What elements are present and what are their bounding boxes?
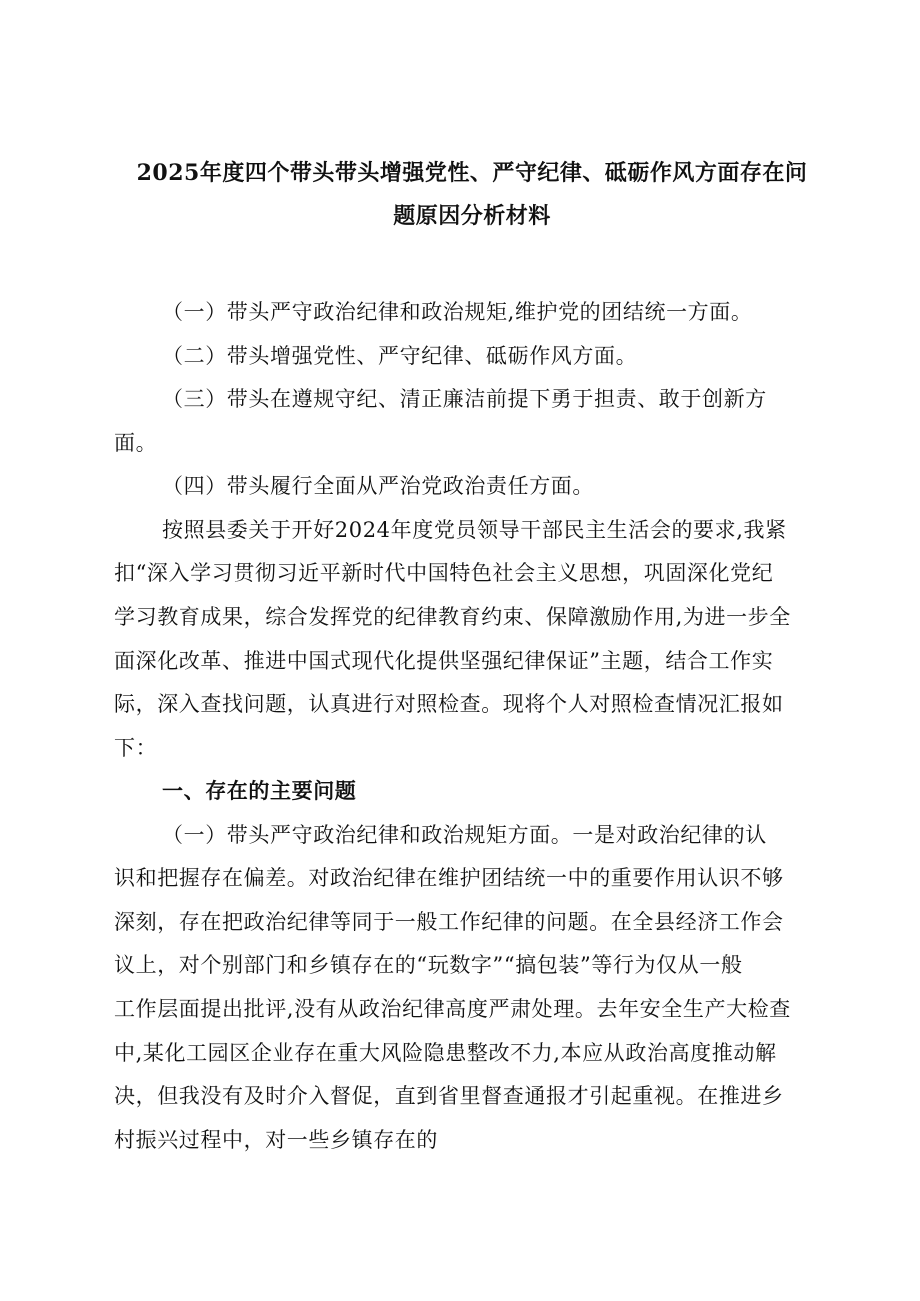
- document-title-line-1: 2025年度四个带头带头增强党性、严守纪律、砥砺作风方面存在问: [136, 160, 808, 186]
- item-2-party-spirit: （二）带头增强党性、严守纪律、砥砺作风方面。: [162, 344, 638, 368]
- problem-paragraph-line-8: 村振兴过程中，对一些乡镇存在的: [114, 1128, 438, 1152]
- item-1-politics-discipline: （一）带头严守政治纪律和政治规矩,维护党的团结统一方面。: [162, 300, 753, 324]
- intro-paragraph-line-2: 扣“深入学习贯彻习近平新时代中国特色社会主义思想，巩固深化党纪: [114, 561, 774, 585]
- intro-paragraph-line-3: 学习教育成果，综合发挥党的纪律教育约束、保障激励作用,为进一步全: [114, 605, 791, 629]
- problem-paragraph-line-1: （一）带头严守政治纪律和政治规矩方面。一是对政治纪律的认: [162, 823, 767, 847]
- intro-paragraph-line-5: 际，深入查找问题，认真进行对照检查。现将个人对照检查情况汇报如: [114, 692, 784, 716]
- problem-paragraph-line-7: 决，但我没有及时介入督促，直到省里督查通报才引起重视。在推进乡: [114, 1084, 784, 1108]
- intro-paragraph-line-4: 面深化改革、推进中国式现代化提供坚强纪律保证”主题，结合工作实: [114, 649, 774, 673]
- intro-paragraph-line-6: 下：: [114, 736, 158, 760]
- problem-paragraph-line-5: 工作层面提出批评,没有从政治纪律高度严肃处理。去年安全生产大检查: [114, 997, 791, 1021]
- problem-paragraph-line-3: 深刻，存在把政治纪律等同于一般工作纪律的问题。在全县经济工作会: [114, 910, 784, 934]
- section-heading-main-problems: 一、存在的主要问题: [162, 778, 357, 803]
- problem-paragraph-line-4: 议上，对个别部门和乡镇存在的“玩数字”“搞包装”等行为仅从一般: [114, 953, 743, 977]
- item-3-responsibility-line-1: （三）带头在遵规守纪、清正廉洁前提下勇于担责、敢于创新方: [162, 387, 767, 411]
- document-title-line-2: 题原因分析材料: [393, 203, 551, 229]
- item-3-responsibility-line-2: 面。: [114, 431, 158, 455]
- item-4-party-governance: （四）带头履行全面从严治党政治责任方面。: [162, 474, 594, 498]
- problem-paragraph-line-6: 中,某化工园区企业存在重大风险隐患整改不力,本应从政治高度推动解: [114, 1041, 777, 1065]
- problem-paragraph-line-2: 识和把握存在偏差。对政治纪律在维护团结统一中的重要作用认识不够: [114, 866, 784, 890]
- intro-paragraph-line-1: 按照县委关于开好2024年度党员领导干部民主生活会的要求,我紧: [162, 518, 787, 542]
